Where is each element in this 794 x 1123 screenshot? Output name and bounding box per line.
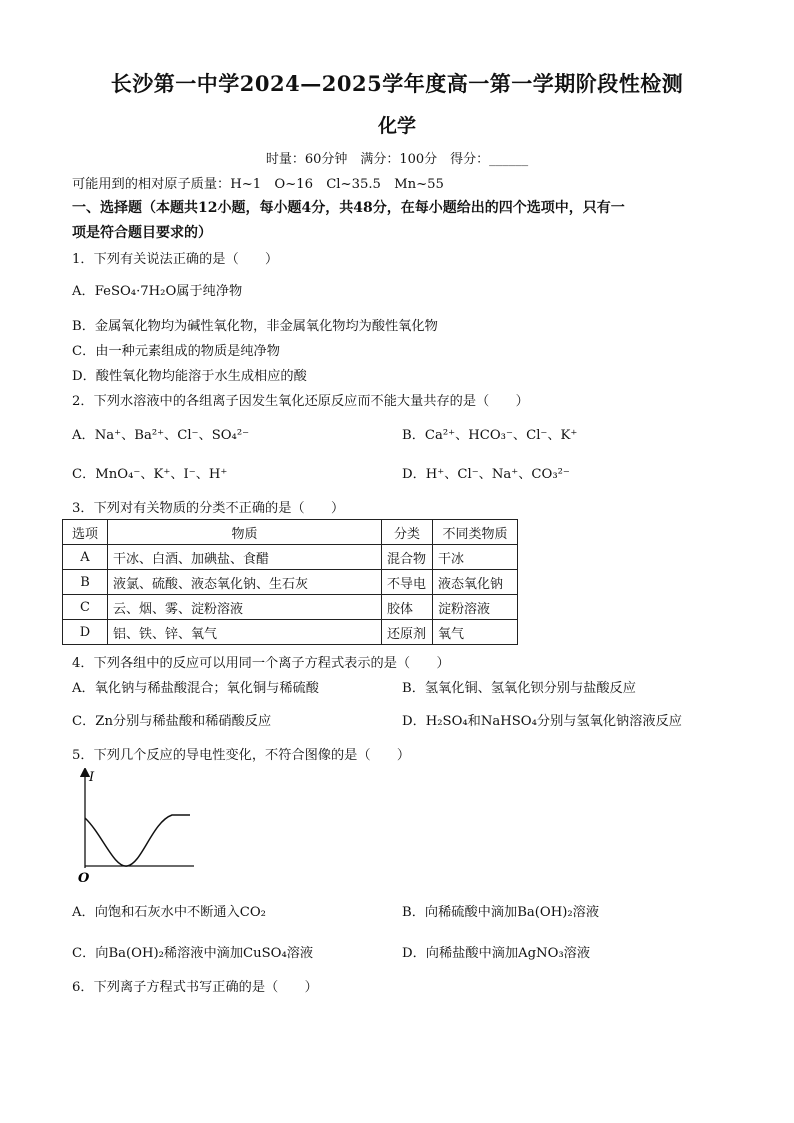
q2-option-a: A．Na⁺、Ba²⁺、Cl⁻、SO₄²⁻: [72, 428, 250, 443]
q3-table: [62, 519, 518, 645]
table-header-row: [63, 520, 518, 545]
conductivity-curve: [85, 815, 190, 866]
q1-stem: 1．下列有关说法正确的是（ ）: [72, 252, 279, 267]
table-row: [63, 620, 518, 645]
q1-option-d: D．酸性氧化物均能溶于水生成相应的酸: [72, 369, 307, 384]
table-cell: 胶体: [382, 595, 433, 620]
q2-stem: 2．下列水溶液中的各组离子因发生氧化还原反应而不能大量共存的是（ ）: [72, 394, 529, 409]
q4-option-a: A．氧化钠与稀盐酸混合；氧化铜与稀硫酸: [72, 681, 319, 696]
q1-option-b: B．金属氧化物均为碱性氧化物，非金属氧化物均为酸性氧化物: [72, 319, 438, 334]
axis-origin: O: [78, 871, 90, 886]
table-cell: A: [63, 545, 108, 570]
subject-title: 化学: [377, 115, 416, 137]
exam-meta: 时量：60分钟 满分：100分 得分：______: [265, 152, 529, 167]
q2-option-b: B．Ca²⁺、HCO₃⁻、Cl⁻、K⁺: [402, 428, 578, 443]
table-cell: B: [63, 570, 108, 595]
q2-option-d: D．H⁺、Cl⁻、Na⁺、CO₃²⁻: [402, 467, 570, 482]
q5-option-c: C．向Ba(OH)₂稀溶液中滴加CuSO₄溶液: [72, 946, 314, 961]
q5-stem: 5．下列几个反应的导电性变化，不符合图像的是（ ）: [72, 748, 411, 763]
table-cell: 液氯、硫酸、液态氧化钠、生石灰: [108, 570, 382, 595]
table-cell: 云、烟、雾、淀粉溶液: [108, 595, 382, 620]
q1-option-a: A．FeSO₄·7H₂O属于纯净物: [72, 284, 243, 299]
q6-stem: 6．下列离子方程式书写正确的是（ ）: [72, 980, 318, 995]
table-cell: 干冰: [433, 545, 518, 570]
q4-option-b: B．氢氧化铜、氢氧化钡分别与盐酸反应: [402, 681, 636, 696]
table-cell: 还原剂: [382, 620, 433, 645]
table-cell: 干冰、白酒、加碘盐、食醋: [108, 545, 382, 570]
table-cell: D: [63, 620, 108, 645]
table-cell: 混合物: [382, 545, 433, 570]
table-row: [63, 570, 518, 595]
table-header-cell: 分类: [382, 520, 433, 545]
q3-stem: 3．下列对有关物质的分类不正确的是（ ）: [72, 501, 345, 516]
section-heading-line2: 项是符合题目要求的）: [72, 225, 212, 241]
conductivity-graph: [72, 768, 202, 886]
axis-label-i: I: [89, 770, 95, 785]
table-cell: 不导电: [382, 570, 433, 595]
section-heading-line1: 一、选择题（本题共12小题，每小题4分，共48分，在每小题给出的四个选项中，只有一: [72, 200, 625, 216]
q5-option-b: B．向稀硫酸中滴加Ba(OH)₂溶液: [402, 905, 600, 920]
exam-title: 长沙第一中学2024—2025学年度高一第一学期阶段性检测: [110, 71, 684, 96]
q5-option-a: A．向饱和石灰水中不断通入CO₂: [72, 905, 266, 920]
table-header-cell: 不同类物质: [433, 520, 518, 545]
q4-option-d: D．H₂SO₄和NaHSO₄分别与氢氧化钠溶液反应: [402, 714, 682, 729]
q5-option-d: D．向稀盐酸中滴加AgNO₃溶液: [402, 946, 591, 961]
table-header-cell: 物质: [108, 520, 382, 545]
atomic-masses: 可能用到的相对原子质量：H~1 O~16 Cl~35.5 Mn~55: [72, 177, 444, 192]
table-row: [63, 545, 518, 570]
table-row: [63, 595, 518, 620]
q2-option-c: C．MnO₄⁻、K⁺、I⁻、H⁺: [72, 467, 228, 482]
table-cell: 淀粉溶液: [433, 595, 518, 620]
q4-option-c: C．Zn分别与稀盐酸和稀硝酸反应: [72, 714, 272, 729]
q1-option-c: C．由一种元素组成的物质是纯净物: [72, 344, 280, 359]
table-cell: 液态氧化钠: [433, 570, 518, 595]
table-header-cell: 选项: [63, 520, 108, 545]
q4-stem: 4．下列各组中的反应可以用同一个离子方程式表示的是（ ）: [72, 656, 450, 671]
table-cell: C: [63, 595, 108, 620]
table-cell: 铝、铁、锌、氧气: [108, 620, 382, 645]
table-cell: 氧气: [433, 620, 518, 645]
